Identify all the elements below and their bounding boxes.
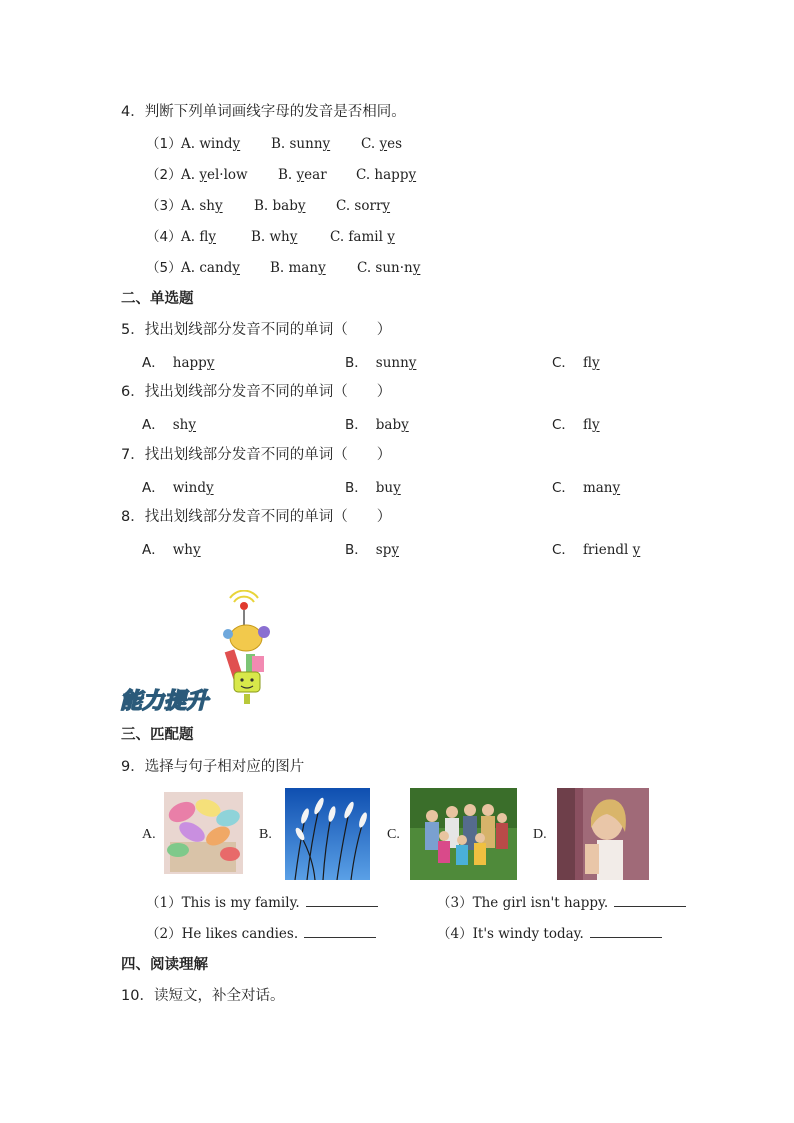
- word-text: A. sh: [181, 198, 215, 214]
- underlined-letter: y: [408, 355, 417, 371]
- underlined-letter: y: [206, 355, 215, 371]
- underlined-letter: y: [401, 417, 409, 433]
- word-text: B.: [278, 167, 297, 183]
- q4-option-b: [270, 259, 326, 277]
- q4-option-c: [336, 197, 390, 215]
- q4-option-c: [357, 259, 420, 277]
- option-letter: C．: [552, 542, 575, 558]
- underlined-letter: y: [322, 136, 331, 152]
- option-letter: A．: [142, 480, 165, 496]
- option-word: fl: [582, 417, 592, 433]
- pic-label-a: A.: [142, 827, 156, 842]
- q4-option-c: [361, 135, 402, 153]
- sentence-4-text: （4）It's windy today.: [437, 926, 584, 942]
- q9-sentence-3: [437, 894, 686, 912]
- underlined-letter: y: [296, 167, 305, 183]
- question-6-option-c[interactable]: [552, 416, 600, 434]
- pic-label-d: D.: [533, 827, 547, 842]
- word-text: es: [387, 136, 402, 152]
- q4-item-number: [146, 197, 182, 215]
- option-word: fl: [582, 355, 592, 371]
- word-text: B. man: [270, 260, 319, 276]
- question-5-option-c[interactable]: [552, 354, 600, 372]
- question-7: 7．找出划线部分发音不同的单词（ ）: [121, 447, 392, 463]
- answer-blank-3[interactable]: [614, 894, 686, 907]
- underlined-letter: y: [382, 198, 391, 214]
- q9-sentence-2: [146, 925, 376, 943]
- question-6-option-b[interactable]: [345, 416, 409, 434]
- answer-blank-4[interactable]: [590, 925, 662, 938]
- option-letter: C．: [552, 417, 575, 433]
- word-text: B. wh: [251, 229, 290, 245]
- q4-option-c: [356, 166, 416, 184]
- underlined-letter: y: [297, 198, 306, 214]
- question-8-option-a[interactable]: [142, 541, 201, 559]
- q4-item-number: [146, 259, 182, 277]
- q9-sentence-4: [437, 925, 662, 943]
- word-text: C.: [361, 136, 380, 152]
- question-7-option-b[interactable]: [345, 479, 401, 497]
- word-text: A. wind: [181, 136, 233, 152]
- q4-option-b: [251, 228, 297, 246]
- question-5-option-a[interactable]: [142, 354, 214, 372]
- section-4-heading: 四、阅读理解: [121, 957, 208, 973]
- sentence-1-text: （1）This is my family.: [146, 895, 300, 911]
- underlined-letter: y: [199, 167, 207, 183]
- question-5-option-b[interactable]: [345, 354, 416, 372]
- q4-option-a: [181, 135, 240, 153]
- question-5: 5．找出划线部分发音不同的单词（ ）: [121, 322, 392, 338]
- q10-title: 10．读短文，补全对话。: [121, 988, 285, 1004]
- q4-item-number: [146, 228, 182, 246]
- option-word: friendl: [582, 542, 633, 558]
- question-7-option-a[interactable]: [142, 479, 214, 497]
- answer-blank-1[interactable]: [306, 894, 378, 907]
- word-text: C. happ: [356, 167, 409, 183]
- underlined-letter: y: [612, 480, 621, 496]
- word-text: B. sunn: [271, 136, 323, 152]
- option-word: bu: [375, 480, 394, 496]
- underlined-letter: y: [591, 355, 600, 371]
- q4-option-b: [271, 135, 330, 153]
- question-6: 6．找出划线部分发音不同的单词（ ）: [121, 384, 392, 400]
- pic-label-c: C.: [387, 827, 400, 842]
- windy-grass-image: [285, 788, 370, 880]
- word-text: C. sun·n: [357, 260, 413, 276]
- option-letter: B．: [345, 542, 368, 558]
- underlined-letter: y: [387, 229, 395, 245]
- question-8-option-c[interactable]: [552, 541, 640, 559]
- option-word: wh: [172, 542, 193, 558]
- option-word: wind: [172, 480, 206, 496]
- option-word: happ: [172, 355, 207, 371]
- word-text: C. sorr: [336, 198, 383, 214]
- option-letter: A．: [142, 355, 165, 371]
- word-text: ear: [304, 167, 327, 183]
- q4-option-c: [330, 228, 395, 246]
- section-2-heading: 二、单选题: [121, 291, 194, 307]
- underlined-letter: y: [232, 136, 241, 152]
- family-image: [410, 788, 517, 880]
- underlined-letter: y: [232, 260, 240, 276]
- underlined-letter: y: [391, 542, 399, 558]
- word-text: A.: [181, 167, 200, 183]
- question-8: 8．找出划线部分发音不同的单词（ ）: [121, 509, 392, 525]
- option-word: sp: [375, 542, 392, 558]
- underlined-letter: y: [408, 167, 417, 183]
- q4-option-b: [254, 197, 305, 215]
- word-text: A. fl: [181, 229, 209, 245]
- answer-blank-2[interactable]: [304, 925, 376, 938]
- option-word: man: [582, 480, 613, 496]
- underlined-letter: y: [214, 198, 223, 214]
- word-text: （1）: [146, 136, 182, 152]
- q4-option-a: [181, 228, 216, 246]
- pic-label-b: B.: [259, 827, 272, 842]
- question-6-option-a[interactable]: [142, 416, 196, 434]
- word-text: C. famil: [330, 229, 388, 245]
- question-7-option-c[interactable]: [552, 479, 620, 497]
- question-8-option-b[interactable]: [345, 541, 399, 559]
- word-text: （2）: [146, 167, 182, 183]
- underlined-letter: y: [379, 136, 388, 152]
- q4-option-a: [181, 197, 223, 215]
- option-letter: A．: [142, 417, 165, 433]
- option-word: sh: [172, 417, 189, 433]
- option-letter: B．: [345, 355, 368, 371]
- sentence-2-text: （2）He likes candies.: [146, 926, 299, 942]
- banner-text: 能力提升: [120, 689, 209, 714]
- q4-option-a: [181, 166, 248, 184]
- option-letter: A．: [142, 542, 165, 558]
- option-word: bab: [375, 417, 402, 433]
- underlined-letter: y: [208, 229, 216, 245]
- option-letter: B．: [345, 480, 368, 496]
- word-text: （4）: [146, 229, 182, 245]
- underlined-letter: y: [393, 480, 401, 496]
- q4-option-b: [278, 166, 327, 184]
- option-letter: C．: [552, 355, 575, 371]
- q4-item-number: [146, 135, 182, 153]
- option-letter: B．: [345, 417, 368, 433]
- ability-banner: [118, 590, 298, 715]
- word-text: A. cand: [181, 260, 233, 276]
- underlined-letter: y: [205, 480, 214, 496]
- word-text: B. bab: [254, 198, 298, 214]
- underlined-letter: y: [412, 260, 421, 276]
- option-word: sunn: [375, 355, 409, 371]
- word-text: （5）: [146, 260, 182, 276]
- underlined-letter: y: [188, 417, 197, 433]
- sentence-3-text: （3）The girl isn't happy.: [437, 895, 609, 911]
- option-letter: C．: [552, 480, 575, 496]
- word-text: el·low: [206, 167, 248, 183]
- sad-girl-image: [557, 788, 649, 880]
- q9-sentence-1: [146, 894, 378, 912]
- underlined-letter: y: [193, 542, 201, 558]
- q4-item-number: [146, 166, 182, 184]
- underlined-letter: y: [289, 229, 298, 245]
- section-3-heading: 三、匹配题: [121, 727, 194, 743]
- word-text: （3）: [146, 198, 182, 214]
- balloon-mascot-icon: [118, 590, 298, 715]
- q9-title: 9．选择与句子相对应的图片: [121, 759, 305, 775]
- underlined-letter: y: [318, 260, 326, 276]
- underlined-letter: y: [591, 417, 600, 433]
- underlined-letter: y: [632, 542, 641, 558]
- candies-image: [164, 792, 243, 874]
- q4-option-a: [181, 259, 240, 277]
- q4-title: 4．判断下列单词画线字母的发音是否相同。: [121, 104, 406, 120]
